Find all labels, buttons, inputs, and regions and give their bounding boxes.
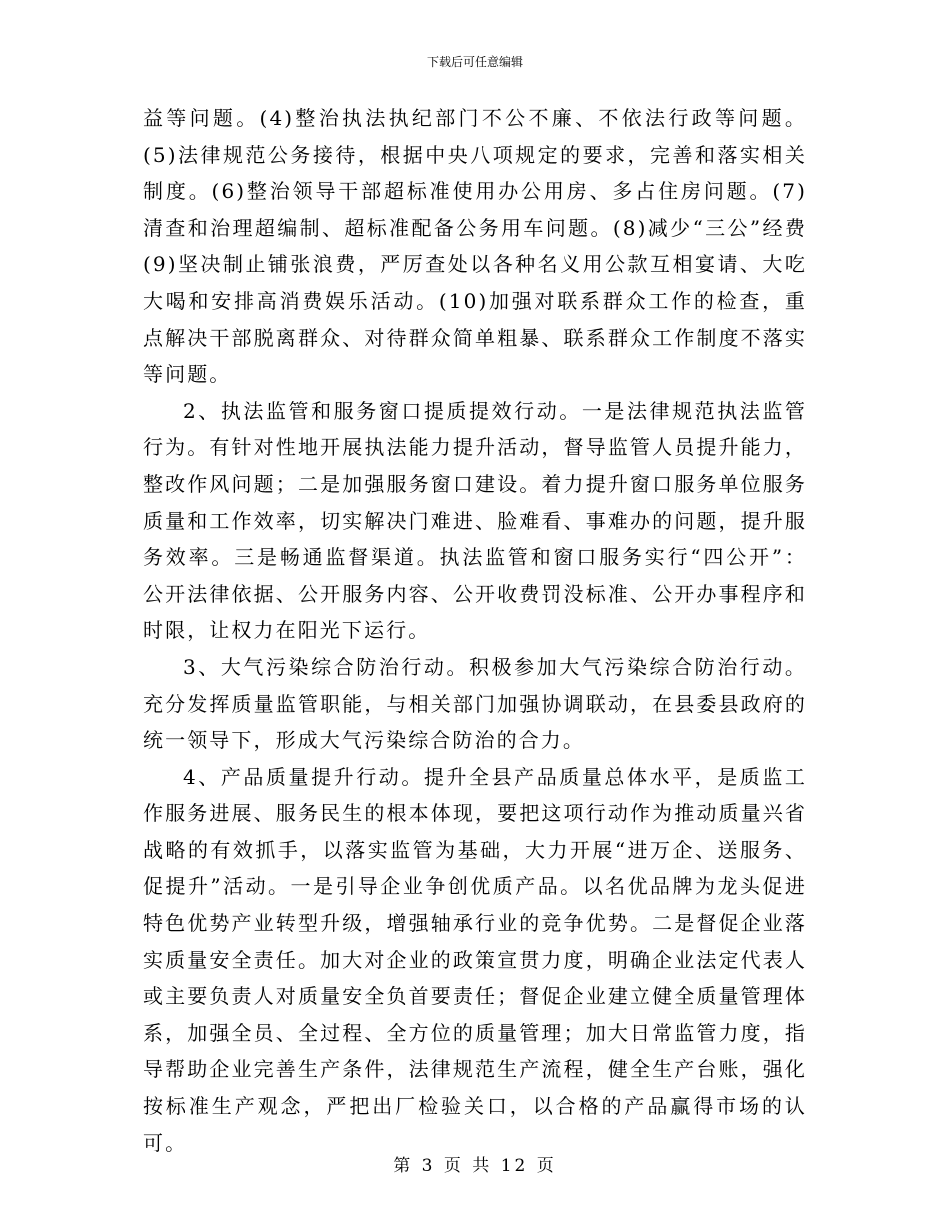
paragraph-enforcement-service: 2、执法监管和服务窗口提质提效行动。一是法律规范执法监管行为。有针对性地开展执法能力提升活动，督导监管人员提升能力，整改作风问题；二是加强服务窗口建设。着力提升窗口服务单位服务质量和工作效率，切实解决门难进、脸难看、事难办的问题，提升服务效率。三是畅通监督渠道。执法监管和窗口服务实行“四公开”：公开法律依据、公开服务内容、公开收费罚没标准、公开办事程序和时限，让权力在阳光下运行。 bbox=[143, 398, 807, 643]
paragraph-product-quality: 4、产品质量提升行动。提升全县产品质量总体水平，是质监工作服务进展、服务民生的根本体现，要把这项行动作为推动质量兴省战略的有效抓手，以落实监管为基础，大力开展“进万企、送服务、促提升”活动。一是引导企业争创优质产品。以名优品牌为龙头促进特色优势产业转型升级，增强轴承行业的竞争优势。二是督促企业落实质量安全责任。加大对企业的政策宣贯力度，明确企业法定代表人或主要负责人对质量安全负首要责任；督促企业建立健全质量管理体系，加强全员、全过程、全方位的质量管理；加大日常监管力度，指导帮助企业完善生产条件，法律规范生产流程，健全生产台账，强化按标准生产观念，严把出厂检验关口，以合格的产品赢得市场的认可。 bbox=[143, 764, 807, 1155]
page-number: 第 3 页 共 12 页 bbox=[393, 1156, 557, 1176]
document-body bbox=[143, 100, 807, 1161]
paragraph-continued: 益等问题。(4)整治执法执纪部门不公不廉、不依法行政等问题。(5)法律规范公务接待，根据中央八项规定的要求，完善和落实相关制度。(6)整治领导干部超标准使用办公用房、多占住房问题。(7)清查和治理超编制、超标准配备公务用车问题。(8)减少“三公”经费(9)坚决制止铺张浪费，严厉查处以各种名义用公款互相宴请、大吃大喝和安排高消费娱乐活动。(10)加强对联系群众工作的检查，重点解决干部脱离群众、对待群众简单粗暴、联系群众工作制度不落实等问题。 bbox=[143, 106, 807, 387]
page-header: 下载后可任意编辑 bbox=[426, 55, 523, 69]
paragraph-air-pollution: 3、大气污染综合防治行动。积极参加大气污染综合防治行动。充分发挥质量监管职能，与相关部门加强协调联动，在县委县政府的统一领导下，形成大气污染综合防治的合力。 bbox=[143, 654, 807, 753]
